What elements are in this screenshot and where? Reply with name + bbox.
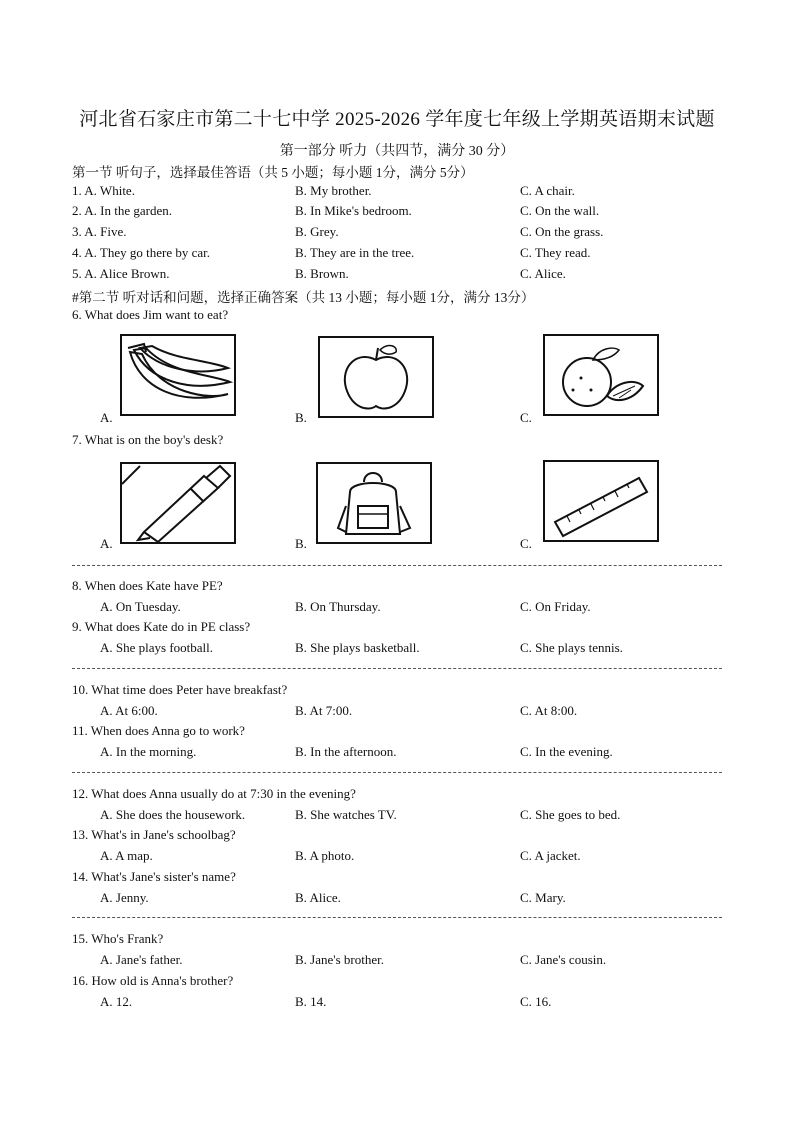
q5-option-c[interactable]: C. Alice. bbox=[520, 266, 566, 281]
apple-icon[interactable] bbox=[318, 336, 434, 418]
q11-option-a[interactable]: A. In the morning. bbox=[100, 744, 197, 759]
q6-option-b-label[interactable]: B. bbox=[295, 410, 307, 425]
q4-option-c[interactable]: C. They read. bbox=[520, 245, 591, 260]
pen-icon[interactable] bbox=[120, 462, 236, 544]
q14-option-c[interactable]: C. Mary. bbox=[520, 890, 566, 905]
q9-question: 9. What does Kate do in PE class? bbox=[72, 619, 251, 634]
q12-option-a[interactable]: A. She does the housework. bbox=[100, 807, 246, 822]
q10-option-a[interactable]: A. At 6:00. bbox=[100, 703, 158, 718]
q4-option-a[interactable]: 4. A. They go there by car. bbox=[72, 245, 211, 260]
dashed-divider bbox=[72, 772, 722, 773]
q14-question: 14. What's Jane's sister's name? bbox=[72, 869, 236, 884]
orange-icon[interactable] bbox=[543, 334, 659, 416]
q2-option-b[interactable]: B. In Mike's bedroom. bbox=[295, 203, 412, 218]
q10-option-c[interactable]: C. At 8:00. bbox=[520, 703, 578, 718]
q3-option-a[interactable]: 3. A. Five. bbox=[72, 224, 127, 239]
q1-option-b[interactable]: B. My brother. bbox=[295, 183, 372, 198]
q10-question: 10. What time does Peter have breakfast? bbox=[72, 682, 288, 697]
q13-option-b[interactable]: B. A photo. bbox=[295, 848, 355, 863]
q7-question: 7. What is on the boy's desk? bbox=[72, 432, 224, 447]
q14-option-a[interactable]: A. Jenny. bbox=[100, 890, 149, 905]
schoolbag-icon[interactable] bbox=[316, 462, 432, 544]
q5-option-a[interactable]: 5. A. Alice Brown. bbox=[72, 266, 170, 281]
q16-option-b[interactable]: B. 14. bbox=[295, 994, 327, 1009]
dashed-divider bbox=[72, 917, 722, 918]
q9-option-b[interactable]: B. She plays basketball. bbox=[295, 640, 420, 655]
q13-question: 13. What's in Jane's schoolbag? bbox=[72, 827, 236, 842]
q6-option-c-label[interactable]: C. bbox=[520, 410, 532, 425]
q10-option-b[interactable]: B. At 7:00. bbox=[295, 703, 353, 718]
q12-question: 12. What does Anna usually do at 7:30 in the evening? bbox=[72, 786, 356, 801]
q6-option-a-label[interactable]: A. bbox=[100, 410, 113, 425]
q9-option-a[interactable]: A. She plays football. bbox=[100, 640, 214, 655]
q8-option-b[interactable]: B. On Thursday. bbox=[295, 599, 381, 614]
q13-option-a[interactable]: A. A map. bbox=[100, 848, 153, 863]
q12-option-c[interactable]: C. She goes to bed. bbox=[520, 807, 621, 822]
exam-title: 河北省石家庄市第二十七中学 2025-2026 学年度七年级上学期英语期末试题 bbox=[79, 109, 715, 130]
part1-heading: 第一部分 听力（共四节，满分 30 分） bbox=[279, 144, 515, 159]
q12-option-b[interactable]: B. She watches TV. bbox=[295, 807, 397, 822]
q11-question: 11. When does Anna go to work? bbox=[72, 723, 245, 738]
q8-option-c[interactable]: C. On Friday. bbox=[520, 599, 591, 614]
q15-option-b[interactable]: B. Jane's brother. bbox=[295, 952, 384, 967]
q16-option-c[interactable]: C. 16. bbox=[520, 994, 552, 1009]
section2-heading: #第二节 听对话和问题，选择正确答案（共 13 小题；每小题 1分，满分 13分） bbox=[72, 290, 535, 305]
q16-option-a[interactable]: A. 12. bbox=[100, 994, 133, 1009]
q8-option-a[interactable]: A. On Tuesday. bbox=[100, 599, 181, 614]
dashed-divider bbox=[72, 565, 722, 566]
q5-option-b[interactable]: B. Brown. bbox=[295, 266, 349, 281]
bananas-icon[interactable] bbox=[120, 334, 236, 416]
q4-option-b[interactable]: B. They are in the tree. bbox=[295, 245, 415, 260]
q3-option-c[interactable]: C. On the grass. bbox=[520, 224, 604, 239]
q15-question: 15. Who's Frank? bbox=[72, 931, 164, 946]
q1-option-a[interactable]: 1. A. White. bbox=[72, 183, 135, 198]
ruler-icon[interactable] bbox=[543, 460, 659, 542]
q8-question: 8. When does Kate have PE? bbox=[72, 578, 223, 593]
q3-option-b[interactable]: B. Grey. bbox=[295, 224, 339, 239]
q14-option-b[interactable]: B. Alice. bbox=[295, 890, 341, 905]
q7-option-c-label[interactable]: C. bbox=[520, 536, 532, 551]
q13-option-c[interactable]: C. A jacket. bbox=[520, 848, 581, 863]
q2-option-a[interactable]: 2. A. In the garden. bbox=[72, 203, 173, 218]
q6-question: 6. What does Jim want to eat? bbox=[72, 307, 229, 322]
q11-option-b[interactable]: B. In the afternoon. bbox=[295, 744, 397, 759]
q7-option-b-label[interactable]: B. bbox=[295, 536, 307, 551]
q15-option-a[interactable]: A. Jane's father. bbox=[100, 952, 183, 967]
section1-heading: 第一节 听句子，选择最佳答语（共 5 小题；每小题 1分，满分 5分） bbox=[72, 165, 474, 180]
q9-option-c[interactable]: C. She plays tennis. bbox=[520, 640, 623, 655]
q11-option-c[interactable]: C. In the evening. bbox=[520, 744, 613, 759]
q2-option-c[interactable]: C. On the wall. bbox=[520, 203, 600, 218]
q15-option-c[interactable]: C. Jane's cousin. bbox=[520, 952, 607, 967]
q1-option-c[interactable]: C. A chair. bbox=[520, 183, 575, 198]
q16-question: 16. How old is Anna's brother? bbox=[72, 973, 234, 988]
dashed-divider bbox=[72, 668, 722, 669]
q7-option-a-label[interactable]: A. bbox=[100, 536, 113, 551]
